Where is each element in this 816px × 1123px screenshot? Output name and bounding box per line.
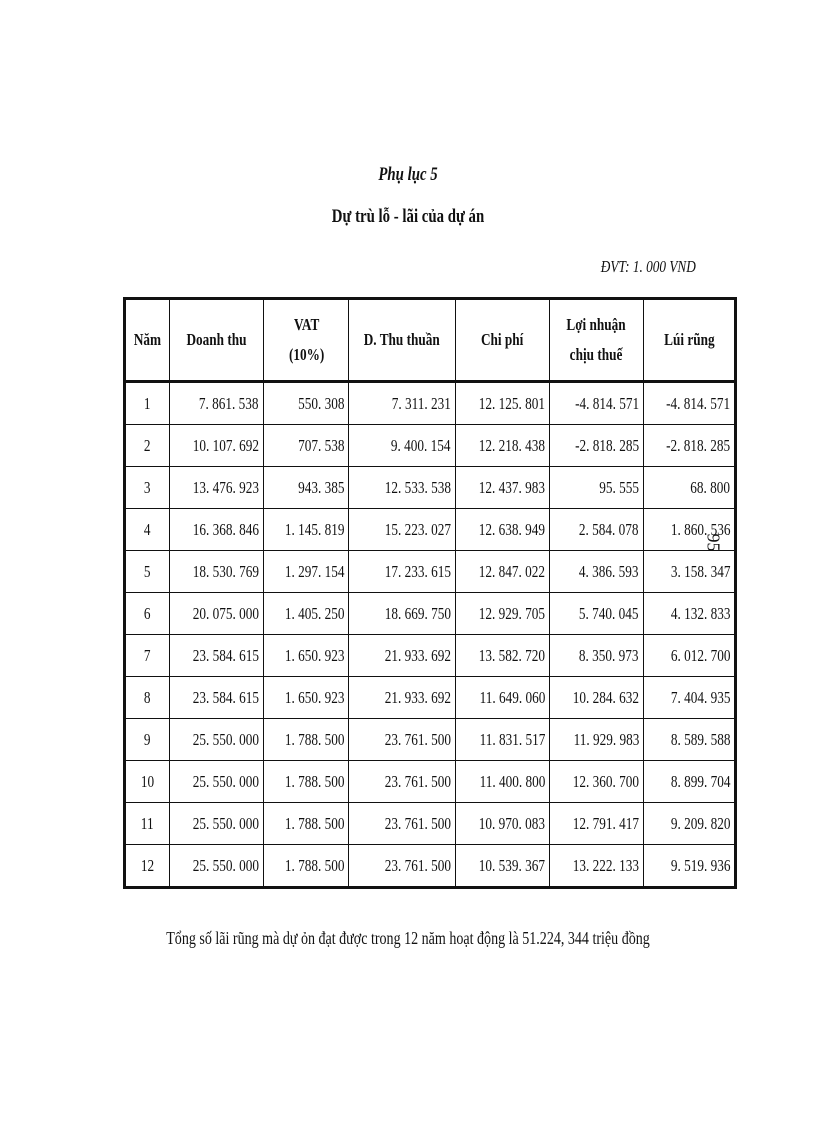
document-subtitle: Dự trù lỗ - lãi của dự án xyxy=(331,206,485,227)
cell-revenue: 10. 107. 692 xyxy=(169,425,263,467)
cell-cost: 12. 638. 949 xyxy=(455,509,549,551)
table-row xyxy=(125,635,736,677)
table-row xyxy=(125,467,736,509)
table-row xyxy=(125,425,736,467)
cell-vat: 1. 650. 923 xyxy=(263,635,349,677)
appendix-title: Phụ lục 5 xyxy=(378,164,438,185)
cell-net-profit: 8. 589. 588 xyxy=(643,719,735,761)
cell-net-profit: 3. 158. 347 xyxy=(643,551,735,593)
cell-vat: 943. 385 xyxy=(263,467,349,509)
cell-vat: 1. 788. 500 xyxy=(263,803,349,845)
table-row xyxy=(125,761,736,803)
header-revenue: Doanh thu xyxy=(169,299,263,382)
header-net-profit: Lúi rũng xyxy=(643,299,735,382)
header-year: Năm xyxy=(125,299,170,382)
cell-revenue: 18. 530. 769 xyxy=(169,551,263,593)
cell-net-profit: 6. 012. 700 xyxy=(643,635,735,677)
cell-year: 12 xyxy=(125,845,170,888)
cell-vat: 1. 297. 154 xyxy=(263,551,349,593)
cell-taxable-profit: -2. 818. 285 xyxy=(549,425,643,467)
cell-revenue: 25. 550. 000 xyxy=(169,761,263,803)
table-row xyxy=(125,551,736,593)
cell-cost: 10. 970. 083 xyxy=(455,803,549,845)
cell-cost: 11. 400. 800 xyxy=(455,761,549,803)
cell-vat: 1. 788. 500 xyxy=(263,845,349,888)
cell-taxable-profit: 11. 929. 983 xyxy=(549,719,643,761)
cell-taxable-profit: 10. 284. 632 xyxy=(549,677,643,719)
header-taxable-profit: Lợi nhuận chịu thuế xyxy=(549,299,643,382)
cell-revenue: 23. 584. 615 xyxy=(169,677,263,719)
cell-vat: 707. 538 xyxy=(263,425,349,467)
profit-loss-table xyxy=(123,297,737,889)
cell-vat: 1. 145. 819 xyxy=(263,509,349,551)
cell-vat: 1. 650. 923 xyxy=(263,677,349,719)
cell-year: 5 xyxy=(125,551,170,593)
cell-net-revenue: 7. 311. 231 xyxy=(349,382,456,425)
cell-net-revenue: 23. 761. 500 xyxy=(349,803,456,845)
cell-year: 9 xyxy=(125,719,170,761)
cell-net-revenue: 17. 233. 615 xyxy=(349,551,456,593)
cell-year: 3 xyxy=(125,467,170,509)
cell-taxable-profit: -4. 814. 571 xyxy=(549,382,643,425)
cell-revenue: 16. 368. 846 xyxy=(169,509,263,551)
cell-cost: 11. 831. 517 xyxy=(455,719,549,761)
cell-cost: 12. 929. 705 xyxy=(455,593,549,635)
cell-taxable-profit: 2. 584. 078 xyxy=(549,509,643,551)
cell-year: 2 xyxy=(125,425,170,467)
table-row xyxy=(125,593,736,635)
table-body xyxy=(125,382,736,888)
header-net-revenue: D. Thu thuần xyxy=(349,299,456,382)
cell-net-profit: 9. 209. 820 xyxy=(643,803,735,845)
summary-text: Tổng số lãi rũng mà dự ỏn đạt được trong 12 năm hoạt động là 51.224, 344 triệu đồng xyxy=(166,928,650,948)
cell-taxable-profit: 5. 740. 045 xyxy=(549,593,643,635)
cell-net-revenue: 18. 669. 750 xyxy=(349,593,456,635)
cell-cost: 10. 539. 367 xyxy=(455,845,549,888)
cell-net-profit: 7. 404. 935 xyxy=(643,677,735,719)
cell-year: 6 xyxy=(125,593,170,635)
page-number: 95 xyxy=(703,533,724,552)
table-row xyxy=(125,509,736,551)
cell-net-revenue: 12. 533. 538 xyxy=(349,467,456,509)
cell-year: 4 xyxy=(125,509,170,551)
cell-year: 7 xyxy=(125,635,170,677)
cell-revenue: 25. 550. 000 xyxy=(169,845,263,888)
cell-net-profit: 68. 800 xyxy=(643,467,735,509)
cell-taxable-profit: 13. 222. 133 xyxy=(549,845,643,888)
header-cost: Chi phí xyxy=(455,299,549,382)
cell-cost: 11. 649. 060 xyxy=(455,677,549,719)
table-row xyxy=(125,677,736,719)
cell-net-profit: 8. 899. 704 xyxy=(643,761,735,803)
cell-vat: 1. 405. 250 xyxy=(263,593,349,635)
cell-net-revenue: 23. 761. 500 xyxy=(349,761,456,803)
cell-cost: 13. 582. 720 xyxy=(455,635,549,677)
cell-revenue: 20. 075. 000 xyxy=(169,593,263,635)
unit-label: ĐVT: 1. 000 VND xyxy=(600,257,696,276)
cell-net-profit: 9. 519. 936 xyxy=(643,845,735,888)
cell-cost: 12. 437. 983 xyxy=(455,467,549,509)
cell-vat: 550. 308 xyxy=(263,382,349,425)
cell-year: 11 xyxy=(125,803,170,845)
cell-net-revenue: 21. 933. 692 xyxy=(349,635,456,677)
cell-revenue: 7. 861. 538 xyxy=(169,382,263,425)
cell-taxable-profit: 4. 386. 593 xyxy=(549,551,643,593)
cell-vat: 1. 788. 500 xyxy=(263,719,349,761)
cell-revenue: 23. 584. 615 xyxy=(169,635,263,677)
cell-year: 8 xyxy=(125,677,170,719)
cell-year: 10 xyxy=(125,761,170,803)
cell-net-profit: 4. 132. 833 xyxy=(643,593,735,635)
table-row xyxy=(125,803,736,845)
table-header-row xyxy=(125,299,736,382)
cell-net-revenue: 21. 933. 692 xyxy=(349,677,456,719)
cell-taxable-profit: 12. 360. 700 xyxy=(549,761,643,803)
cell-taxable-profit: 8. 350. 973 xyxy=(549,635,643,677)
cell-taxable-profit: 12. 791. 417 xyxy=(549,803,643,845)
cell-taxable-profit: 95. 555 xyxy=(549,467,643,509)
cell-cost: 12. 218. 438 xyxy=(455,425,549,467)
cell-net-profit: -4. 814. 571 xyxy=(643,382,735,425)
cell-net-revenue: 9. 400. 154 xyxy=(349,425,456,467)
cell-net-profit: 1. 860. 536 xyxy=(643,509,735,551)
table-row xyxy=(125,382,736,425)
cell-net-profit: -2. 818. 285 xyxy=(643,425,735,467)
cell-cost: 12. 125. 801 xyxy=(455,382,549,425)
cell-revenue: 25. 550. 000 xyxy=(169,719,263,761)
cell-revenue: 13. 476. 923 xyxy=(169,467,263,509)
table-row xyxy=(125,845,736,888)
cell-net-revenue: 23. 761. 500 xyxy=(349,719,456,761)
cell-net-revenue: 23. 761. 500 xyxy=(349,845,456,888)
cell-cost: 12. 847. 022 xyxy=(455,551,549,593)
cell-vat: 1. 788. 500 xyxy=(263,761,349,803)
cell-revenue: 25. 550. 000 xyxy=(169,803,263,845)
cell-net-revenue: 15. 223. 027 xyxy=(349,509,456,551)
cell-year: 1 xyxy=(125,382,170,425)
header-vat: VAT (10%) xyxy=(263,299,349,382)
table-row xyxy=(125,719,736,761)
